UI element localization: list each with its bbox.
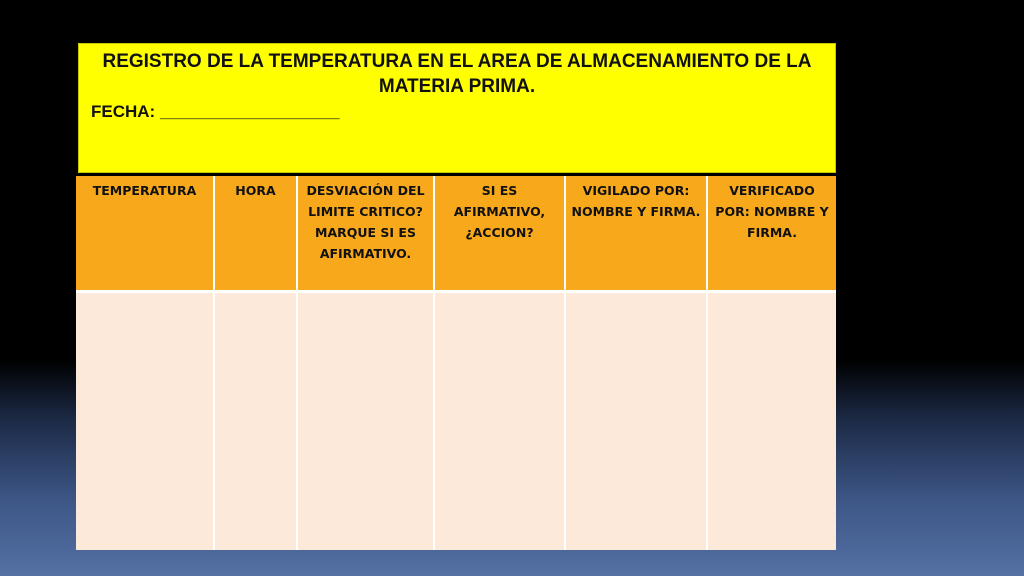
table-cell-desviacion[interactable] [297, 292, 434, 551]
table-cell-vigilado[interactable] [565, 292, 707, 551]
table-cell-hora[interactable] [214, 292, 297, 551]
table-row [76, 292, 836, 551]
date-field-label: FECHA: ___________________ [91, 102, 340, 121]
page-title: REGISTRO DE LA TEMPERATURA EN EL AREA DE ALMACENAMIENTO DE LA MATERIA PRIMA. [102, 51, 812, 97]
table-cell-temperatura[interactable] [76, 292, 214, 551]
table-header-row [76, 176, 836, 292]
column-header-vigilado: VIGILADO POR: NOMBRE Y FIRMA. [565, 176, 707, 292]
column-header-verificado: VERIFICADO POR: NOMBRE Y FIRMA. [707, 176, 836, 292]
column-header-temperatura: TEMPERATURA [76, 176, 214, 292]
column-header-accion: SI ES AFIRMATIVO, ¿ACCION? [434, 176, 565, 292]
column-header-desviacion: DESVIACIÓN DEL LIMITE CRITICO? MARQUE SI ES AFIRMATIVO. [297, 176, 434, 292]
table-cell-accion[interactable] [434, 292, 565, 551]
temperature-log-table [76, 176, 836, 550]
column-header-hora: HORA [214, 176, 297, 292]
table-cell-verificado[interactable] [707, 292, 836, 551]
title-banner [78, 43, 836, 173]
